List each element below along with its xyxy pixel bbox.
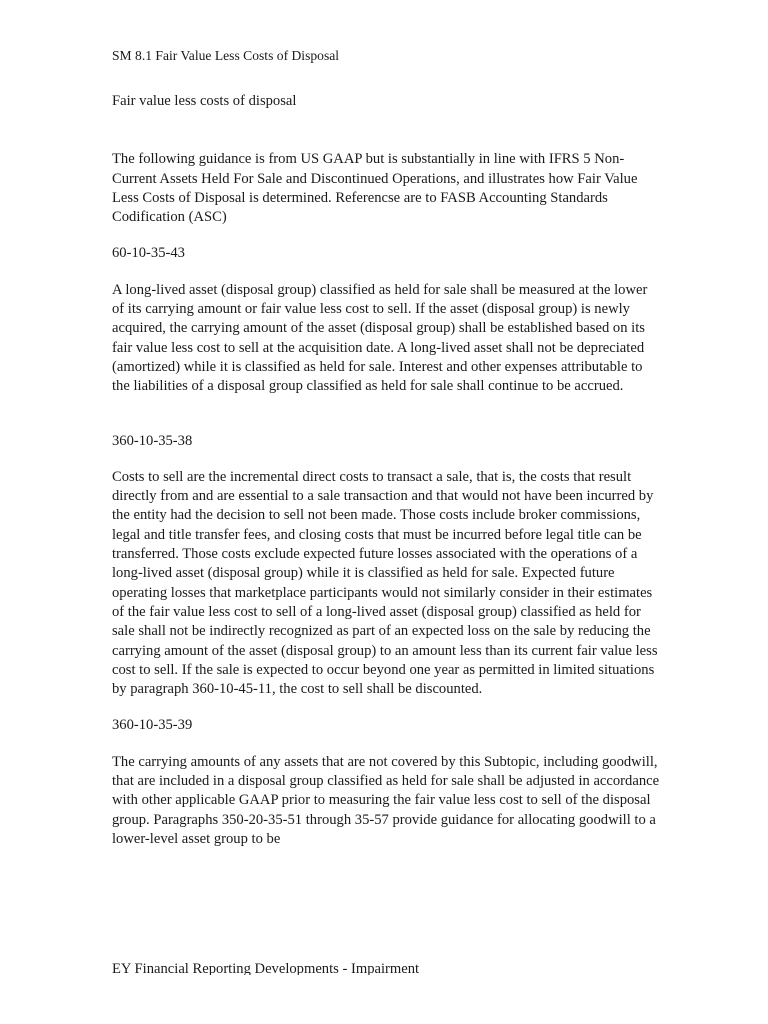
intro-paragraph: The following guidance is from US GAAP but is substantially in line with IFRS 5 Non-Current Assets Held For Sale and Discontinued Operations, and illustrates how Fair Value Less Costs of Disposal is determined. Referencse are to FASB Accounting Standards Codification (ASC) [112, 151, 638, 226]
paragraph-text: The carrying amounts of any assets that are not covered by this Subtopic, including goodwill, that are included in a disposal group classified as held for sale shall be adjusted in accordance with other applicable GAAP prior to measuring the fair value less cost to sell of the disposal group. Paragraphs 350-20-35-51 through 35-57 provide guidance for allocating goodwill to a lower-level asset group to be [112, 753, 660, 847]
page-header: SM 8.1 Fair Value Less Costs of Disposal [112, 48, 340, 63]
paragraph-reference: 360-10-35-38 [112, 432, 193, 449]
document-body [112, 46, 660, 866]
paragraph-reference: 60-10-35-43 [112, 245, 185, 262]
page-footer: EY Financial Reporting Developments - Impairment [112, 961, 420, 975]
page-bottom-margin [0, 975, 768, 1024]
paragraph-text: Costs to sell are the incremental direct costs to transact a sale, that is, the costs that result directly from and are essential to a sale transaction and that would not have been incurred by the entity had the decision to sell not been made. Those costs include broker commissions, legal and title transfer fees, and closing costs that must be incurred before legal title can be transferred. Those costs exclude expected future losses associated with the operations of a long-lived asset (disposal group) while it is classified as held for sale. Expected future operating losses that marketplace participants would not similarly consider in their estimates of the fair value less cost to sell of a long-lived asset (disposal group) classified as held for sale shall not be indirectly recognized as part of an expected loss on the sale by reducing the carrying amount of the asset (disposal group) to an amount less than its current fair value less cost to sell. If the sale is expected to occur beyond one year as permitted in limited situations by paragraph 360-10-45-11, the cost to sell shall be discounted. [112, 468, 658, 698]
section-title: Fair value less costs of disposal [112, 93, 297, 109]
paragraph-reference: 360-10-35-39 [112, 717, 193, 734]
paragraph-text: A long-lived asset (disposal group) classified as held for sale shall be measured at the lower of its carrying amount or fair value less cost to sell. If the asset (disposal group) is newly acquired, the carrying amount of the asset (disposal group) shall be established based on its fair value less cost to sell at the acquisition date. A long-lived asset shall not be depreciated (amortized) while it is classified as held for sale. Interest and other expenses attributable to the liabilities of a disposal group classified as held for sale shall continue to be accrued. [112, 281, 648, 395]
